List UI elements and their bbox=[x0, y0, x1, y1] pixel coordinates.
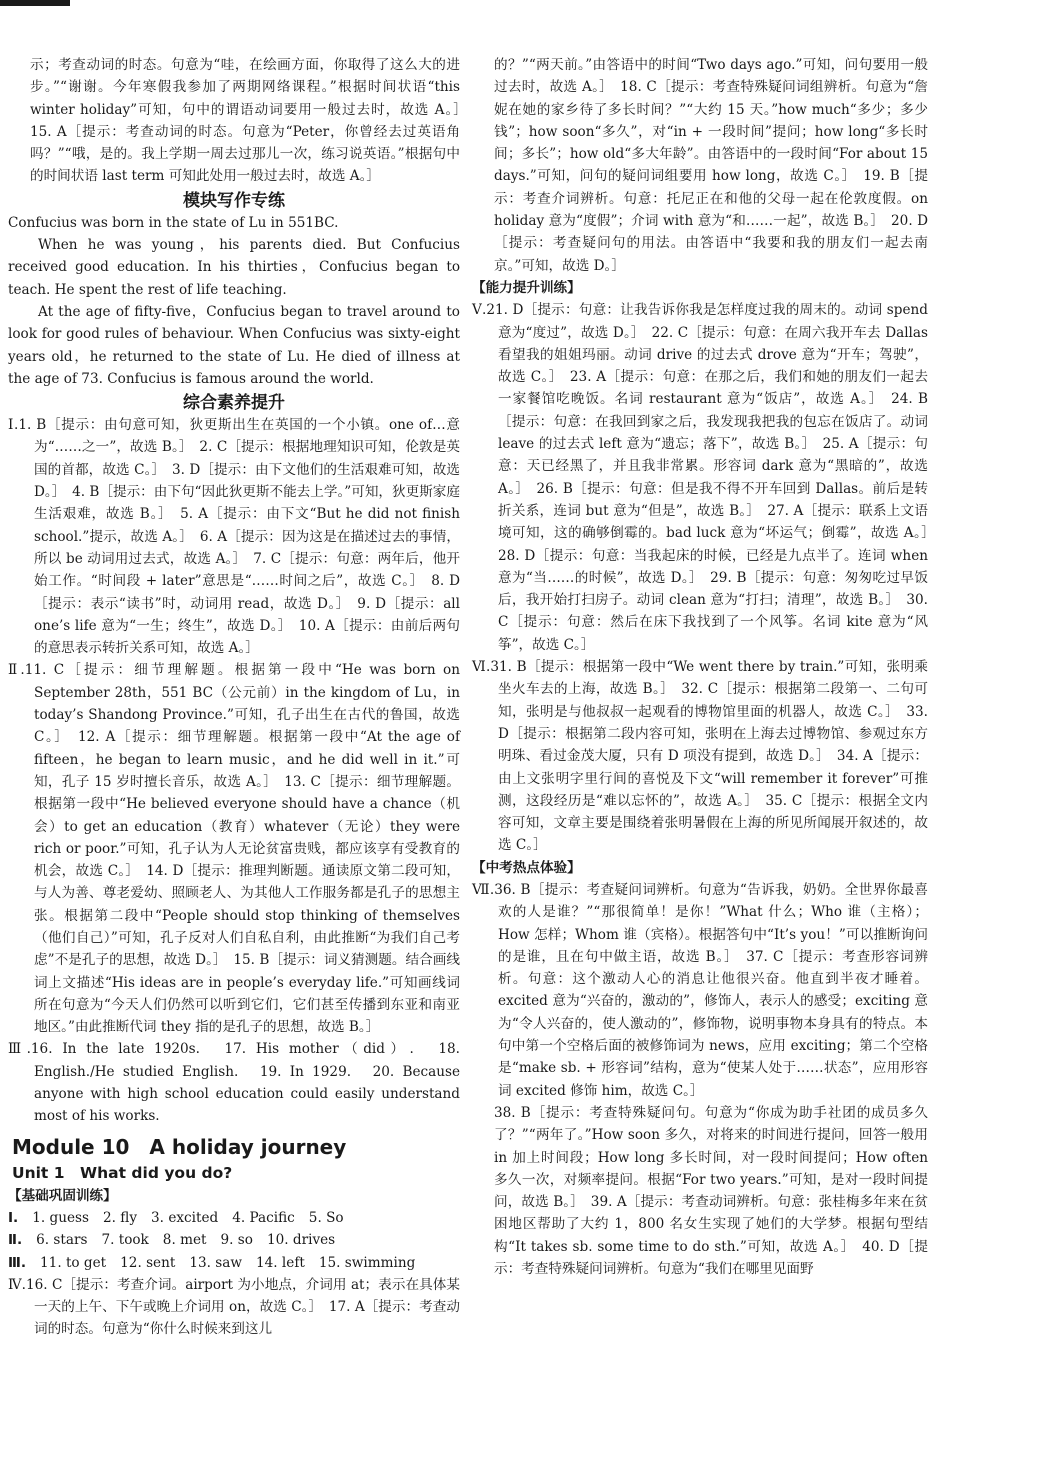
answer-item: 13. saw bbox=[189, 1254, 242, 1271]
answer-paragraph: Ⅳ.16. C［提示：考查介词。airport 为小地点，介词用 at；表示在具体某一天的上午、下午或晚上介词用 on，故选 C。］ 17. A［提示：考查动词的时态。句意为“你什么时候来到这儿 bbox=[8, 1276, 460, 1338]
answer-item: 6. stars bbox=[36, 1232, 88, 1249]
answer-item: 10. drives bbox=[266, 1232, 336, 1249]
answer-item: 2. fly bbox=[102, 1209, 138, 1226]
top-edge-mark bbox=[0, 0, 70, 6]
answer-item: 5. So bbox=[308, 1209, 344, 1226]
answer-item: 11. to get bbox=[40, 1254, 107, 1271]
answer-item: 15. swimming bbox=[318, 1254, 416, 1271]
answer-paragraph: Ⅲ.16. In the late 1920s. 17. His mother（did）. 18. English./He studied English. 19. In 1929. 20. Because anyone with high school education could easily understand most of his works. bbox=[8, 1041, 460, 1125]
answer-row bbox=[8, 1229, 460, 1251]
answer-item: 9. so bbox=[220, 1232, 253, 1249]
section-title-comprehensive: 综合素养提升 bbox=[183, 393, 285, 414]
section-title-writing: 模块写作专练 bbox=[183, 190, 285, 211]
row-number: Ⅲ. bbox=[8, 1254, 27, 1271]
essay-paragraph: Confucius was born in the state of Lu in 551BC. bbox=[8, 214, 339, 231]
ability-training-tag: 【能力提升训练】 bbox=[472, 279, 581, 296]
answer-item: 8. met bbox=[162, 1232, 207, 1249]
answer-paragraph: 38. B［提示：考查特殊疑问句。句意为“你成为助手社团的成员多久了？”“两年了。”How soon 多久，对将来的时间进行提问，回答一般用 in 加上时间段；How long 多长时间，对一段时间提问；How often 多久一次，对频率提问。根据“For two years.”可知，是对一段时间提问，故选 B。］ 39. A［提示：考查动词辨析。句意：张桂梅多年来在贫困地区帮助了大约 1，800 名女生实现了她们的大学梦。根据句型结构“It takes sb. some time to do sth.”可知，故选 A。］ 40. D［提示：考查特殊疑问词辨析。句意为“我们在哪里见面野 bbox=[494, 1104, 928, 1278]
answer-item: 12. sent bbox=[120, 1254, 176, 1271]
essay-paragraph: At the age of fifty-five，Confucius began to travel around to look for good rules of behaviour. When Confucius was sixty-eight years old，he returned to the state of Lu. He died of illness at the age of 73. Confucius is famous around the world. bbox=[8, 303, 460, 387]
right-column bbox=[472, 54, 942, 1280]
row-number: Ⅰ. bbox=[8, 1209, 19, 1226]
basic-training-tag: 【基础巩固训练】 bbox=[8, 1187, 117, 1204]
left-column bbox=[8, 54, 474, 1341]
answer-paragraph: Ⅵ.31. B［提示：根据第一段中“We went there by train.”可知，张明乘坐火车去的上海，故选 B。］ 32. C［提示：根据第二段第一、二句可知，张明是与他叔叔一起观看的博物馆里面的机器人，故选 C。］ 33. D［提示：根据第二段内容可知，张明在上海去过博物馆、参观过东方明珠、看过金茂大厦，只有 D 项没有提到，故选 D。］ 34. A［提示：由上文张明字里行间的喜悦及下文“will remember it forever”可推测，这段经历是“难以忘怀的”，故选 A。］ 35. C［提示：根据全文内容可知，文章主要是围绕着张明暑假在上海的所见所闻展开叙述的，故选 C。］ bbox=[472, 659, 928, 854]
answer-item: 1. guess bbox=[32, 1209, 89, 1226]
answer-item: 7. took bbox=[101, 1232, 149, 1249]
module-title: Module 10 A holiday journey bbox=[12, 1134, 347, 1159]
answer-row bbox=[8, 1207, 460, 1229]
answer-paragraph: Ⅰ.1. B［提示：由句意可知，狄更斯出生在英国的一个小镇。one of…意为“……之一”，故选 B。］ 2. C［提示：根据地理知识可知，伦敦是英国的首都，故选 C。］ 3. D［提示：由下文他们的生活艰难可知，故选 D。］ 4. B［提示：由下句“因此狄更斯不能去上学。”可知，狄更斯家庭生活艰难，故选 B。］ 5. A［提示：由下文“But he did not finish school.”提示，故选 A。］ 6. A［提示：因为这是在描述过去的事情，所以 be 动词用过去式，故选 A。］ 7. C［提示：句意：两年后，他开始工作。“时间段 + later”意思是“……时间之后”，故选 C。］ 8. D［提示：表示“读书”时，动词用 read，故选 D。］ 9. D［提示：all one’s life 意为“一生；终生”，故选 D。］ 10. A［提示：由前后两句的意思表示转折关系可知，故选 A。］ bbox=[8, 417, 460, 657]
essay-paragraph: When he was young，his parents died. But Confucius received good education. In his thirties，Confucius began to teach. He spent the rest of life teaching. bbox=[8, 237, 460, 298]
answer-paragraph: 示；考查动词的时态。句意为“哇，在绘画方面，你取得了这么大的进步。”“谢谢。今年寒假我参加了两期网络课程。”根据时间状语“this winter holiday”可知，句中的谓语动词要用一般过去时，故选 A。］ 15. A［提示：考查动词的时态。句意为“Peter，你曾经去过英语角吗？”“哦，是的。我上学期一周去过那儿一次，练习说英语。”根据句中的时间状语 last term 可知此处用一般过去时，故选 A。］ bbox=[30, 57, 474, 185]
answer-paragraph: 的？”“两天前。”由答语中的时间“Two days ago.”可知，问句要用一般过去时，故选 A。］ 18. C［提示：考查特殊疑问词组辨析。句意为“詹妮在她的家乡待了多长时间？”“大约 15 天。”how much“多少；多少钱”；how soon“多久”，对“in + 一段时间”提问；how long“多长时间；多长”；how old“多大年龄”。由答语中的一段时间“For about 15 days.”可知，问句的疑问词组要用 how long，故选 C。］ 19. B［提示：考查介词辨析。句意：托尼正在和他的父母一起在伦敦度假。on holiday 意为“度假”；介词 with 意为“和……一起”，故选 B。］ 20. D［提示：考查疑问句的用法。由答语中“我要和我的朋友们一起去南京。”可知，故选 D。］ bbox=[494, 57, 928, 274]
answer-item: 4. Pacific bbox=[232, 1209, 295, 1226]
row-number: Ⅱ. bbox=[8, 1232, 23, 1249]
answer-paragraph: Ⅶ.36. B［提示：考查疑问词辨析。句意为“告诉我，奶奶。全世界你最喜欢的人是谁？”“那很简单！是你！”What 什么；Who 谁（主格）；How 怎样；Whom 谁（宾格）。根据答句中“It’s you！”可以推断询问的是谁，且在句中做主语，故选 B。］ 37. C［提示：考查形容词辨析。句意：这个激动人心的消息让他很兴奋。他直到半夜才睡着。excited 意为“兴奋的，激动的”，修饰人，表示人的感受；exciting 意为“令人兴奋的，使人激动的”，修饰物，说明事物本身具有的特点。本句中第一个空格后面的被修饰词为 news，应用 exciting；第二个空格是“make sb. + 形容词”结构，意为“使某人处于……状态”，应用形容词 excited 修饰 him，故选 C。］ bbox=[472, 881, 928, 1099]
unit-title: Unit 1 What did you do? bbox=[12, 1163, 233, 1182]
answer-item: 14. left bbox=[255, 1254, 305, 1271]
answer-paragraph: Ⅱ.11. C［提示：细节理解题。根据第一段中“He was born on September 28th，551 BC（公元前）in the kingdom of Lu，in today’s Shandong Province.”可知，孔子出生在古代的鲁国，故选 C。］ 12. A［提示：细节理解题。根据第一段中“At the age of fifteen，he began to learn music，and he did well in it.”可知，孔子 15 岁时擅长音乐，故选 A。］ 13. C［提示：细节理解题。根据第一段中“He believed everyone should have a chance（机会）to get an education（教育）whatever（无论）they were rich or poor.”可知，孔子认为人无论贫富贵贱，都应该享有受教育的机会，故选 C。］ 14. D［提示：推理判断题。通读原文第二段可知，与人为善、尊老爱幼、照顾老人、为其他人工作服务都是孔子的思想主张。根据第二段中“People should stop thinking of themselves（他们自己）”可知，孔子反对人们自私自利，由此推断“为我们自己考虑”不是孔子的思想，故选 D。］ 15. B［提示：词义猜测题。结合画线词上文描述“His ideas are in people’s everyday life.”可知画线词所在句意为“今天人们仍然可以听到它们，它们甚至传播到东亚和南亚地区。”由此推断代词 they 指的是孔子的思想，故选 B。］ bbox=[8, 662, 460, 1036]
answer-row bbox=[8, 1252, 460, 1274]
exam-hotspot-tag: 【中考热点体验】 bbox=[472, 859, 581, 876]
answer-paragraph: Ⅴ.21. D［提示：句意：让我告诉你我是怎样度过我的周末的。动词 spend 意为“度过”，故选 D。］ 22. C［提示：句意：在周六我开车去 Dallas 看望我的姐姐玛丽。动词 drive 的过去式 drove 意为“开车；驾驶”，故选 C。］ 23. A［提示：句意：在那之后，我们和她的朋友们一起去一家餐馆吃晚饭。名词 restaurant 意为“饭店”，故选 A。］ 24. B［提示：句意：在我回到家之后，我发现我把我的包忘在饭店了。动词 leave 的过去式 left 意为“遗忘；落下”，故选 B。］ 25. A［提示：句意：天已经黑了，并且我非常累。形容词 dark 意为“黑暗的”，故选 A。］ 26. B［提示：句意：但是我不得不开车回到 Dallas。前后是转折关系，连词 but 意为“但是”，故选 B。］ 27. A［提示：联系上文语境可知，这的确够倒霉的。bad luck 意为“坏运气；倒霉”，故选 A。］ 28. D［提示：句意：当我起床的时候，已经是九点半了。连词 when 意为“当……的时候”，故选 D。］ 29. B［提示：句意：匆匆吃过早饭后，我开始打扫房子。动词 clean 意为“打扫；清理”，故选 B。］ 30. C［提示：句意：然后在床下我找到了一个风筝。名词 kite 意为“风筝”，故选 C。］ bbox=[472, 302, 942, 653]
answer-item: 3. excited bbox=[151, 1209, 219, 1226]
